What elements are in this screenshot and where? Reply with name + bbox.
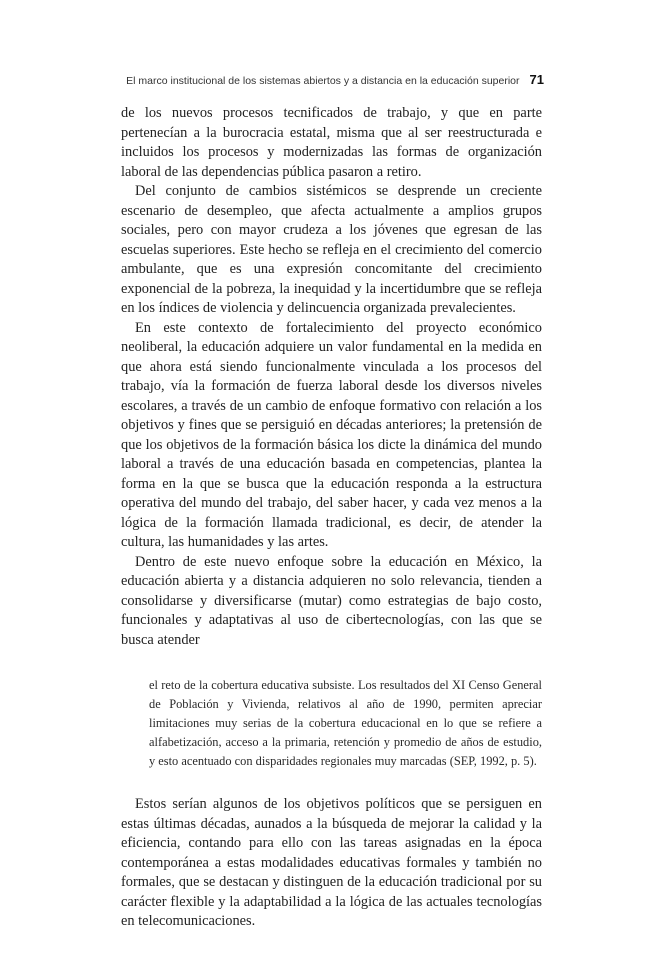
paragraph-unemployment: Del conjunto de cambios sistémicos se desprende un creciente escenario de desempleo, que afecta actualmente a amplios grupos sociales, pero con mayor crudeza a los jóvenes que egresan de las escuelas superiores. Este hecho se refleja en el crecimiento del comercio ambulante, que es una expresión concomitante del crecimiento exponencial de la pobreza, la inequidad y la incertidumbre que se refleja en los índices de violencia y delincuencia organizada prevalecientes.: [121, 183, 542, 316]
page-number: 71: [529, 72, 544, 87]
paragraph-open-distance-education: Dentro de este nuevo enfoque sobre la educación en México, la educación abierta y a distancia adquieren no solo relevancia, tienden a consolidarse y diversificarse (mutar) como estrategias de bajo costo, funcionales y adaptativas al uso de cibertecnologías, con las que se busca atender: [121, 553, 542, 648]
running-header: [60, 72, 544, 87]
paragraph-continuation: de los nuevos procesos tecnificados de trabajo, y que en parte pertenecían a la burocracia estatal, misma que al ser reestructurada e incluidos los procesos y modernizadas las formas de organización laboral de las dependencias pública pasaron a retiro.: [121, 105, 542, 180]
running-title: El marco institucional de los sistemas abiertos y a distancia en la educación superior: [126, 75, 520, 87]
paragraph-neoliberal-context: En este contexto de fortalecimiento del proyecto económico neoliberal, la educación adquiere un valor fundamental en la medida en que ahora está siendo funcionalmente vinculada a los procesos del trabajo, vía la formación de fuerza laboral desde los diversos niveles escolares, a través de un cambio de enfoque formativo con relación a los objetivos y fines que se persiguió en décadas anteriores; la pretensión de que los objetivos de la formación básica los dicte la dinámica del mundo laboral a través de una educación basada en competencias, plantea la forma en la que se busca que la educación responda a la estructura operativa del mundo del trabajo, del saber hacer, y cada vez menos a la lógica de la formación llamada tradicional, es decir, de atender la cultura, las humanidades y las artes.: [121, 319, 542, 550]
paragraph-closing: Estos serían algunos de los objetivos políticos que se persiguen en estas últimas décadas, aunados a la búsqueda de mejorar la calidad y la eficiencia, contando para ello con las tareas asignadas en la época contemporánea a estas modalidades educativas formales y también no formales, que se destacan y distinguen de la educación tradicional por su carácter flexible y la adaptabilidad a la lógica de las actuales tecnologías en telecomunicaciones.: [121, 796, 542, 929]
body-text: [121, 104, 542, 932]
block-quote: el reto de la cobertura educativa subsiste. Los resultados del XI Censo General de Población y Vivienda, relativos al año de 1990, permiten apreciar limitaciones muy serias de la cobertura educacional en lo que se refiere a alfabetización, acceso a la primaria, retención y promedio de años de estudio, y esto acentuado con disparidades regionales muy marcadas (SEP, 1992, p. 5).: [149, 678, 542, 768]
